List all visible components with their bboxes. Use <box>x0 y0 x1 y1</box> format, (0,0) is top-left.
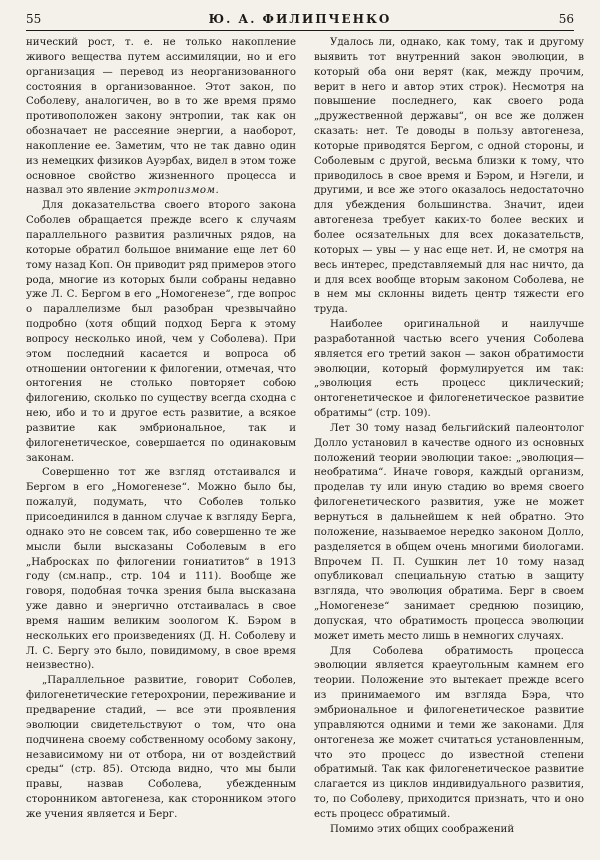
header-rule <box>26 30 574 31</box>
paragraph: Совершенно тот же взгляд отстаивался и Бергом в его „Номогенезе“. Можно было бы, пожалуй, подумать, что Соболев только присоединился в данном случае к взгляду Берга, однако это не совсем так, ибо совершенно те же мысли были высказаны Соболевым в его „Набросках по филогении гониатитов“ в 1913 году (см.напр., стр. 104 и 111). Вообще же говоря, подобная точка зрения была высказана уже давно и энергично отстаивалась в свое время нашим великим зоологом К. Бэром в нескольких его произведениях (Д. Н. Соболеву и Л. С. Бергу это было, повидимому, в свое время неизвестно). <box>26 467 296 672</box>
paragraph: Для Соболева обратимость процесса эволюции является краеугольным камнем его теории. Положение это вытекает прежде всего из принимаемого им взгляда Бэра, что эмбриональное и филогенетическое развитие управляются одними и теми же законами. Для онтогенеза же может считаться установленным, что это процесс до известной степени обратимый. Так как филогенетическое развитие слагается из циклов индивидуального развития, то, по Соболеву, приходится признать, что и оно есть процесс обратимый. <box>314 645 584 820</box>
paragraph: Для доказательства своего второго закона Соболев обращается прежде всего к случаям параллельного развития различных рядов, на которые обратил большое внимание еще лет 60 тому назад Коп. Он приводит ряд примеров этого рода, многие из которых были собраны недавно уже Л. С. Бергом в его „Номогенезе“, где вопрос о параллелизме был разобран чрезвычайно подробно (хотя общий подход Берга к этому вопросу несколько иной, чем у Соболева). При этом последний касается и вопроса об отношении онтогении к филогении, отмечая, что онтогения не столько повторяет собою филогению, сколько по существу всегда сходна с нею, ибо и то и другое есть развитие, а всякое развитие как эмбриональное, так и филогенетическое, совершается по одинаковым законам. <box>26 200 296 464</box>
left-column <box>26 36 296 856</box>
paragraph <box>26 36 296 199</box>
running-title: Ю. А. ФИЛИПЧЕНКО <box>208 12 392 26</box>
paragraph: Помимо этих общих соображений <box>330 823 515 835</box>
emphasized-term: эктропизмом. <box>134 185 220 197</box>
page-number-right: 56 <box>558 12 574 26</box>
right-column <box>314 36 584 856</box>
paragraph: Лет 30 тому назад бельгийский палеонтолог Долло установил в качестве одного из основных положений теории эволюции такое: „эволюция—необратима“. Иначе говоря, каждый организм, проделав ту или иную стадию во время своего филогенетического развития, уже не может вернуться в дальнейшем к ней обратно. Это положение, называемое нередко законом Долло, разделяется в общем очень многими биологами. Впрочем П. П. Сушкин лет 10 тому назад опубликовал специальную статью в защиту взгляда, что эволюция обратима. Берг в своем „Номогенезе“ занимает среднюю позицию, допуская, что обратимость процесса эволюции может иметь место лишь в немногих случаях. <box>314 422 584 642</box>
paragraph-text: нический рост, т. е. не только накопление живого вещества путем ассимиляции, но и его организация — перевод из неорганизованного состояния в организованное. Этот закон, по Соболеву, аналогичен, во в то же время прямо противоположен закону энтропии, так как он обозначает не рассеяние энергии, а наоборот, накопление ее. Заметим, что не так давно один из немецких физиков Ауэрбах, видел в этом тоже основное свойство жизненного процесса и назвал это явление <box>26 37 296 197</box>
paragraph: Удалось ли, однако, как тому, так и другому выявить тот внутренний закон эволюции, в который оба они верят (как, между прочим, верит в него и автор этих строк). Несмотря на повышение последнего, как своего рода „дружественной державы“, он все же должен сказать: нет. Те доводы в пользу автогенеза, которые приводятся Бергом, с одной стороны, и Соболевым с другой, весьма близки к тому, что приводилось в свое время и Бэром, и Нэгели, и другими, и все же этого оказалось недостаточно для убеждения большинства. Значит, идеи автогенеза требует каких-то более веских и более осязательных для всех доказательств, которых — увы — у нас еще нет. И, не смотря на весь интерес, представляемый для нас ничто, да и для всех вообще вторым законом Соболева, не в нем мы склонны видеть центр тяжести его труда. <box>314 37 584 316</box>
page-number-left: 55 <box>26 12 42 26</box>
paragraph: „Параллельное развитие, говорит Соболев, филогенетические гетерохронии, переживание и предварение стадий, — все эти проявления эволюции свидетельствуют о том, что она подчинена своему собственному особому закону, независимому ни от отбора, ни от воздействий среды“ (стр. 85). Отсюда видно, что мы были правы, назвав Соболева, убежденным сторонником автогенеза, как сторонником этого же учения является и Берг. <box>26 675 296 820</box>
paragraph: Наиболее оригинальной и наилучше разработанной частью всего учения Соболева является его третий закон — закон обратимости эволюции, который формулируется им так: „эволюция есть процесс циклический; онтогенетическое и филогенетическое развитие обратимы“ (стр. 109). <box>314 319 584 420</box>
running-header <box>26 10 574 28</box>
